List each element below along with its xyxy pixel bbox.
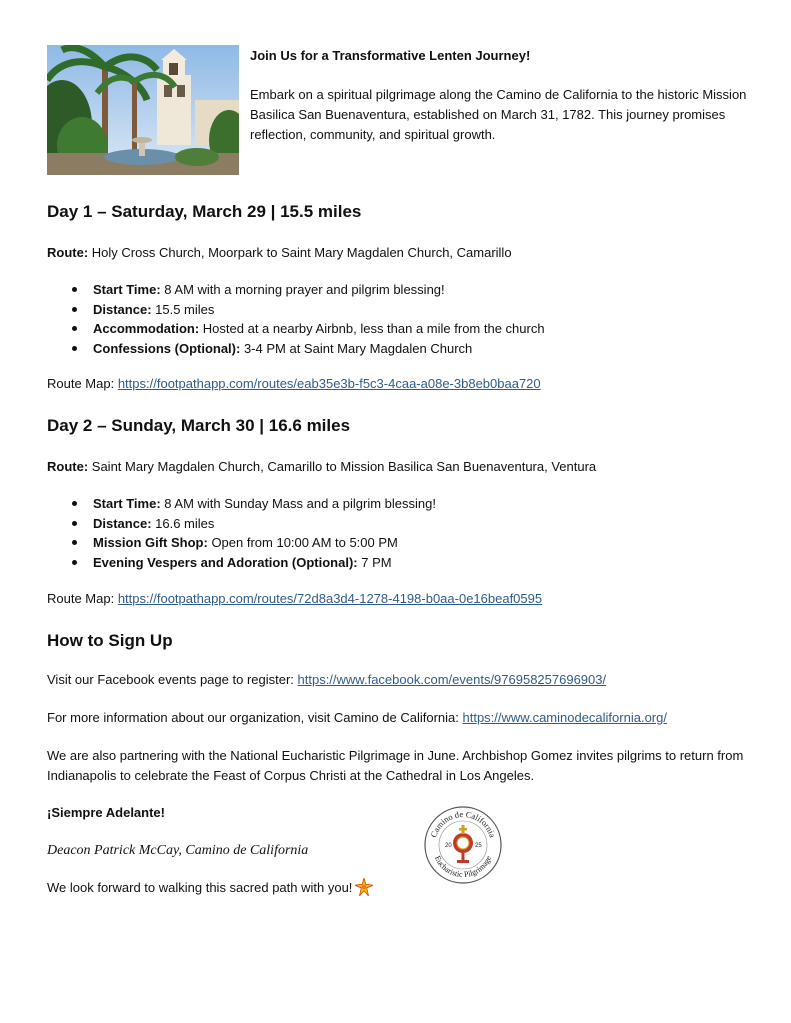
item-label: Distance:	[93, 301, 152, 317]
day1-route-map	[47, 374, 757, 394]
info-text: For more information about our organization, visit Camino de California:	[47, 710, 463, 725]
list-item	[68, 339, 545, 359]
seal-top-text: Camino de California	[428, 808, 498, 839]
item-label: Evening Vespers and Adoration (Optional):	[93, 554, 358, 570]
item-text: 8 AM with a morning prayer and pilgrim blessing!	[160, 282, 445, 297]
item-text: 7 PM	[357, 554, 392, 570]
motto: ¡Siempre Adelante!	[47, 805, 165, 820]
item-text: Open from 10:00 AM to 5:00 PM	[207, 535, 398, 550]
item-label: Start Time:	[93, 282, 161, 297]
seal-bottom-text: Eucharistic Pilgrimage	[432, 854, 494, 880]
intro-section	[250, 48, 750, 145]
item-label: Confessions (Optional):	[93, 340, 241, 356]
day1-route-text: Holy Cross Church, Moorpark to Saint Mary Magdalen Church, Camarillo	[88, 245, 512, 260]
closing-text: We look forward to walking this sacred path with you!	[47, 880, 353, 895]
item-text: 8 AM with Sunday Mass and a pilgrim blessing!	[160, 496, 436, 511]
day1-route-label: Route:	[47, 245, 89, 260]
route-map-label: Route Map:	[47, 591, 118, 606]
partner-paragraph: We are also partnering with the National Eucharistic Pilgrimage in June. Archbishop Gomez invites pilgrims to return from Indianapolis to celebrate the Feast of Corpus Christi at the Cathedral in Los Angeles.	[47, 748, 744, 783]
seal-year-left: 20	[445, 843, 452, 849]
day2-heading: Day 2 – Sunday, March 30 | 16.6 miles	[47, 416, 351, 435]
signature: Deacon Patrick McCay, Camino de California	[47, 843, 309, 858]
day2-route-map	[47, 589, 757, 609]
facebook-text: Visit our Facebook events page to register:	[47, 672, 298, 687]
list-item	[68, 494, 436, 514]
intro-body: Embark on a spiritual pilgrimage along the Camino de California to the historic Mission Basilica San Buenaventura, established on March 31, 1782. This journey promises reflection, community, and spiritual growth.	[250, 87, 747, 142]
day1-route-map-link[interactable]: https://footpathapp.com/routes/eab35e3b-f5c3-4caa-a08e-3b8eb0baa720	[117, 376, 541, 391]
website-link[interactable]: https://www.caminodecalifornia.org/	[462, 710, 667, 725]
list-item	[68, 300, 545, 320]
day2-route-label: Route:	[47, 459, 89, 474]
seal-graphic	[423, 805, 503, 885]
info-line	[47, 708, 757, 728]
item-label: Distance:	[93, 515, 152, 531]
mission-photo	[47, 45, 239, 175]
camino-seal-logo	[423, 805, 503, 885]
list-item	[68, 533, 436, 553]
day2-route	[47, 457, 757, 477]
day1-heading: Day 1 – Saturday, March 29 | 15.5 miles	[47, 202, 362, 221]
closing-line	[47, 878, 757, 898]
item-text: 15.5 miles	[151, 301, 215, 317]
list-item	[68, 319, 545, 339]
item-label: Accommodation:	[93, 321, 200, 336]
day2-details-list	[68, 494, 436, 572]
list-item	[68, 553, 436, 573]
facebook-line	[47, 670, 757, 690]
item-text: 16.6 miles	[151, 515, 215, 531]
day2-route-map-link[interactable]: https://footpathapp.com/routes/72d8a3d4-1278-4198-b0aa-0e16beaf0595	[117, 591, 543, 606]
facebook-events-link[interactable]: https://www.facebook.com/events/976958257696903/	[297, 672, 607, 687]
day1-route	[47, 243, 757, 263]
item-text: 3-4 PM at Saint Mary Magdalen Church	[240, 340, 473, 356]
item-text: Hosted at a nearby Airbnb, less than a mile from the church	[199, 321, 545, 336]
item-label: Mission Gift Shop:	[93, 535, 208, 550]
day2-route-text: Saint Mary Magdalen Church, Camarillo to Mission Basilica San Buenaventura, Ventura	[88, 459, 597, 474]
mission-photo-illustration	[47, 45, 239, 175]
intro-title: Join Us for a Transformative Lenten Journey!	[250, 48, 531, 63]
list-item	[68, 514, 436, 534]
day1-details-list	[68, 280, 545, 358]
item-label: Start Time:	[93, 496, 161, 511]
sparkle-icon	[355, 878, 373, 896]
list-item	[68, 280, 545, 300]
seal-year-right: 25	[475, 843, 482, 849]
signup-heading: How to Sign Up	[47, 631, 173, 650]
route-map-label: Route Map:	[47, 376, 118, 391]
